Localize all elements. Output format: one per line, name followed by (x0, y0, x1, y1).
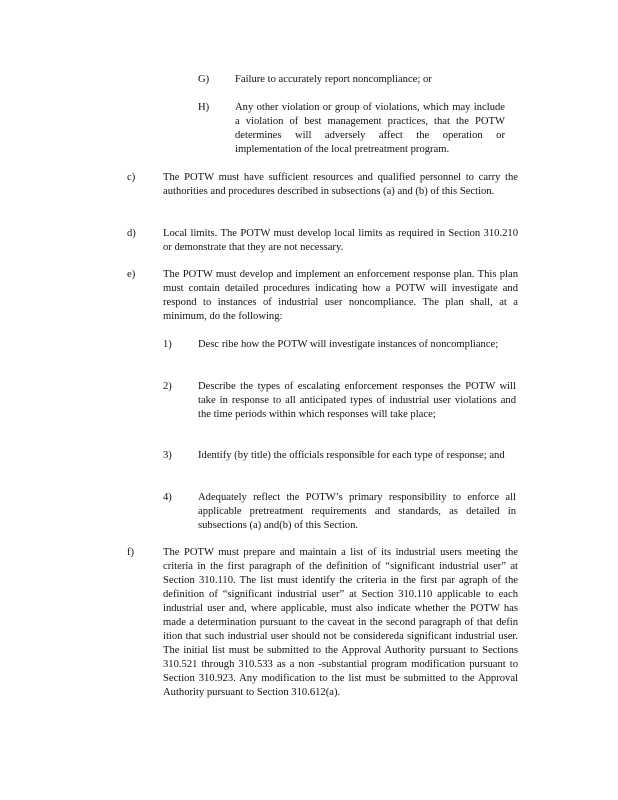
list-text: Desc ribe how the POTW will investigate instances of noncompliance; (198, 339, 499, 350)
list-label: H) (198, 102, 210, 113)
list-label: G) (198, 74, 210, 85)
section-text: The POTW must prepare and maintain a list of its industrial users meeting the criteria in the first paragraph of the definition of “significant industrial user” at Section 310.110. The list must identify the criteria in the first par agraph of the definition of “significant industrial user” at Section 310.110 applicable to each industrial user and, where applicable, must also indicate whether the POTW has made a determination pursuant to the caveat in the second paragraph of that defin ition that such industrial user should not be considereda significant industrial user. The initial list must be submitted to the Approval Authority pursuant to Sections 310.521 through 310.533 as a non -substantial program modification pursuant to Section 310.923. Any modification to the list must be submitted to the Approval Authority pursuant to Section 310.612(a). (163, 547, 518, 698)
section-text: The POTW must have sufficient resources and qualified personnel to carry the authorities and procedures described in subsections (a) and (b) of this Section. (163, 172, 518, 197)
section-label: e) (127, 269, 136, 280)
section-text: The POTW must develop and implement an enforcement response plan. This plan must contain detailed procedures indicating how a POTW will investigate and respond to instances of industrial user noncompliance. The plan shall, at a minimum, do the following: (163, 269, 518, 322)
list-text: Adequately reflect the POTW’s primary responsibility to enforce all applicable pretreatment requirements and standards, as detailed in subsections (a) and(b) of this Section. (198, 492, 516, 531)
list-label: 1) (163, 339, 172, 350)
list-text: Failure to accurately report noncompliance; or (235, 74, 432, 85)
section-label: c) (127, 172, 136, 183)
list-label: 2) (163, 381, 172, 392)
section-text: Local limits. The POTW must develop local limits as required in Section 310.210 or demonstrate that they are not necessary. (163, 228, 518, 253)
list-text: Identify (by title) the officials responsible for each type of response; and (198, 450, 505, 461)
section-label: d) (127, 228, 136, 239)
list-label: 3) (163, 450, 172, 461)
section-label: f) (127, 547, 135, 558)
list-text: Any other violation or group of violations, which may include a violation of best management practices, that the POTW determines will adversely affect the operation or implementation of the local pretreatment program. (235, 102, 505, 155)
list-label: 4) (163, 492, 172, 503)
list-text: Describe the types of escalating enforcement responses the POTW will take in response to all anticipated types of industrial user violations and the time periods within which responses will take place; (198, 381, 516, 420)
